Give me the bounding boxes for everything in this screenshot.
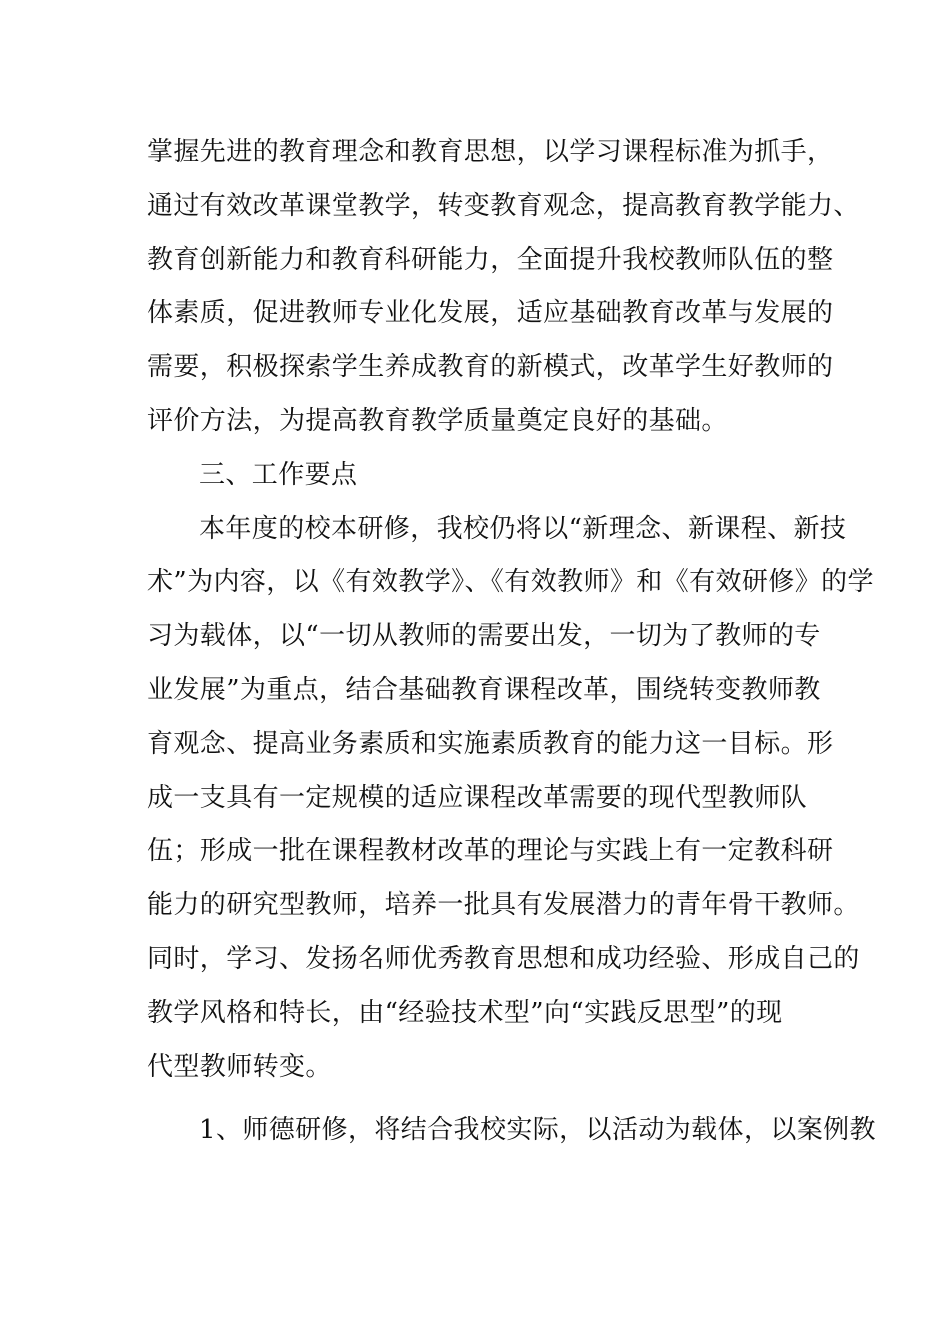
text-line: 同时，学习、发扬名师优秀教育思想和成功经验、形成自己的 — [147, 943, 860, 974]
text-line: 伍；形成一批在课程教材改革的理论与实践上有一定教科研 — [147, 836, 834, 867]
text-line: 成一支具有一定规模的适应课程改革需要的现代型教师队 — [147, 782, 808, 813]
text-line: 育观念、提高业务素质和实施素质教育的能力这一目标。形 — [147, 728, 834, 759]
list-item-heading: 1、师德研修，将结合我校实际，以活动为载体，以案例教 — [199, 1115, 876, 1146]
text-line: 习为载体，以“一切从教师的需要出发，一切为了教师的专 — [147, 621, 821, 652]
text-line: 教学风格和特长，由“经验技术型”向“实践反思型”的现 — [147, 997, 783, 1028]
text-line: 业发展”为重点，结合基础教育课程改革，围绕转变教师教 — [147, 674, 821, 705]
text-line: 体素质，促进教师专业化发展，适应基础教育改革与发展的 — [147, 298, 834, 329]
text-line: 通过有效改革课堂教学，转变教育观念，提高教育教学能力、 — [147, 190, 860, 221]
text-line: 能力的研究型教师，培养一批具有发展潜力的青年骨干教师。 — [147, 890, 860, 921]
text-line: 需要，积极探索学生养成教育的新模式，改革学生好教师的 — [147, 352, 834, 383]
text-line: 代型教师转变。 — [147, 1051, 332, 1082]
text-line: 掌握先进的教育理念和教育思想，以学习课程标准为抓手， — [147, 137, 834, 167]
text-line: 术”为内容，以《有效教学》、《有效教师》和《有效研修》的学 — [147, 567, 874, 598]
text-line: 教育创新能力和教育科研能力，全面提升我校教师队伍的整 — [147, 244, 834, 275]
text-line: 本年度的校本研修，我校仍将以“新理念、新课程、新技 — [199, 513, 847, 544]
text-line: 评价方法，为提高教育教学质量奠定良好的基础。 — [147, 405, 728, 436]
section-heading: 三、工作要点 — [199, 459, 358, 490]
body-text — [147, 126, 876, 1158]
paragraph-gap — [147, 1094, 807, 1104]
